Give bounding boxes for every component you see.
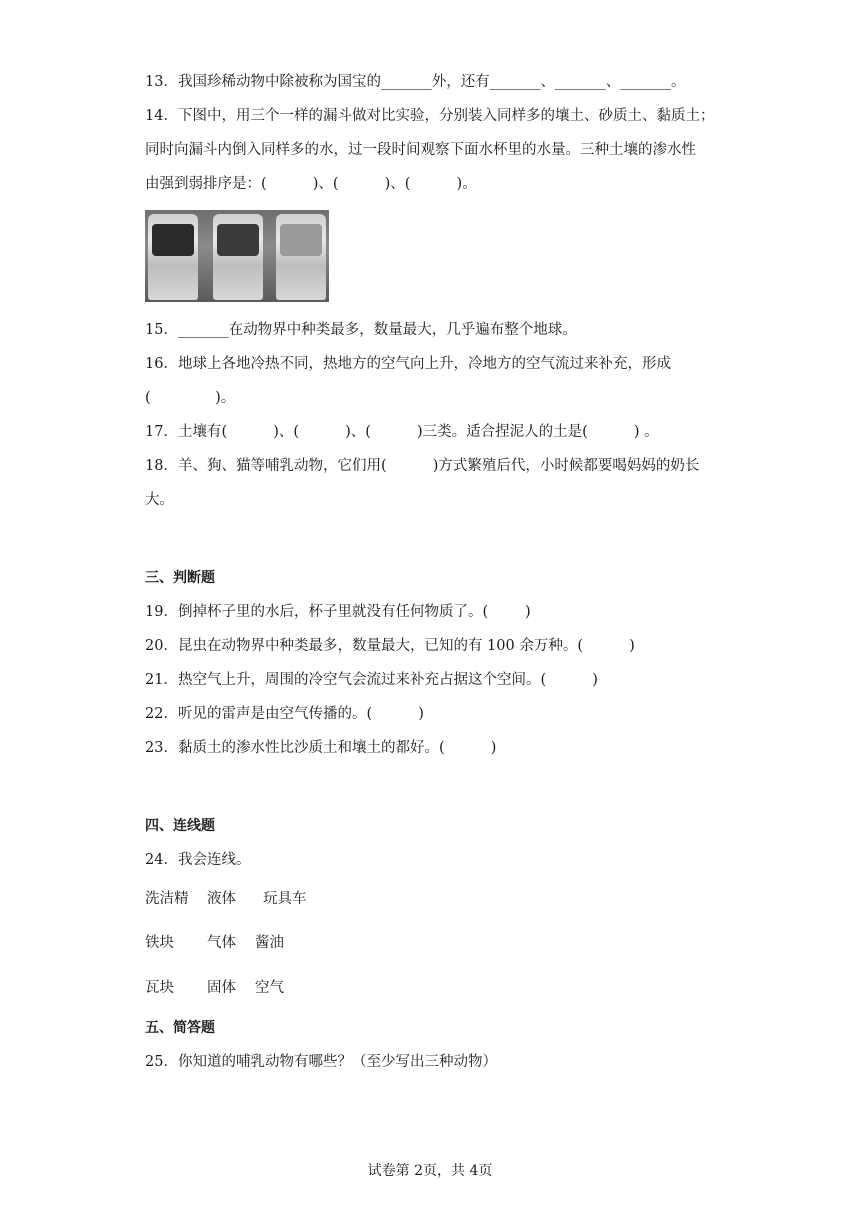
question-16-line2: ( )。 xyxy=(145,390,236,406)
question-25: 25．你知道的哺乳动物有哪些？（至少写出三种动物） xyxy=(145,1054,497,1070)
funnel-loam xyxy=(148,214,198,300)
section-5-title: 五、简答题 xyxy=(145,1020,215,1036)
match-item: 气体 xyxy=(207,935,236,951)
funnel-sandy xyxy=(213,214,263,300)
question-20: 20．昆虫在动物界中种类最多，数量最大，已知的有 100 余万种。( ) xyxy=(145,638,635,654)
question-14-line2: 同时向漏斗内倒入同样多的水，过一段时间观察下面水杯里的水量。三种土壤的渗水性 xyxy=(145,142,696,158)
question-22: 22．听见的雷声是由空气传播的。( ) xyxy=(145,706,424,722)
match-item: 洗洁精 xyxy=(145,891,189,907)
funnel-experiment-photo xyxy=(145,210,329,302)
soil-sandy xyxy=(217,224,259,256)
question-21: 21．热空气上升，周围的冷空气会流过来补充占据这个空间。( ) xyxy=(145,672,598,688)
soil-loam xyxy=(152,224,194,256)
question-19: 19．倒掉杯子里的水后，杯子里就没有任何物质了。( ) xyxy=(145,604,531,620)
question-16-line1: 16．地球上各地冷热不同，热地方的空气向上升，冷地方的空气流过来补充，形成 xyxy=(145,356,671,372)
question-23: 23．黏质土的渗水性比沙质土和壤土的都好。( ) xyxy=(145,740,497,756)
question-18-line2: 大。 xyxy=(145,492,174,508)
funnel-clay xyxy=(276,214,326,300)
match-item: 固体 xyxy=(207,980,236,996)
question-14-line3: 由强到弱排序是：( )、( )、( )。 xyxy=(145,176,477,192)
match-item: 瓦块 xyxy=(145,980,174,996)
section-3-title: 三、判断题 xyxy=(145,570,215,586)
section-4-title: 四、连线题 xyxy=(145,818,215,834)
page-footer: 试卷第 2页，共 4页 xyxy=(367,1163,493,1179)
question-17: 17．土壤有( )、( )、( )三类。适合捏泥人的土是( ) 。 xyxy=(145,424,659,440)
question-13: 13．我国珍稀动物中除被称为国宝的_______外，还有_______、_______、_______。 xyxy=(145,74,686,90)
match-item: 空气 xyxy=(255,980,284,996)
match-item: 液体 xyxy=(207,891,236,907)
soil-clay xyxy=(280,224,322,256)
question-14-line1: 14．下图中，用三个一样的漏斗做对比实验，分别装入同样多的壤土、砂质土、黏质土； xyxy=(145,108,715,124)
question-15: 15．_______在动物界中种类最多，数量最大，几乎遍布整个地球。 xyxy=(145,322,577,338)
match-item: 铁块 xyxy=(145,935,174,951)
match-item: 玩具车 xyxy=(263,891,307,907)
question-24: 24．我会连线。 xyxy=(145,852,251,868)
question-18-line1: 18．羊、狗、猫等哺乳动物，它们用( )方式繁殖后代，小时候都要喝妈妈的奶长 xyxy=(145,458,700,474)
match-item: 酱油 xyxy=(255,935,284,951)
